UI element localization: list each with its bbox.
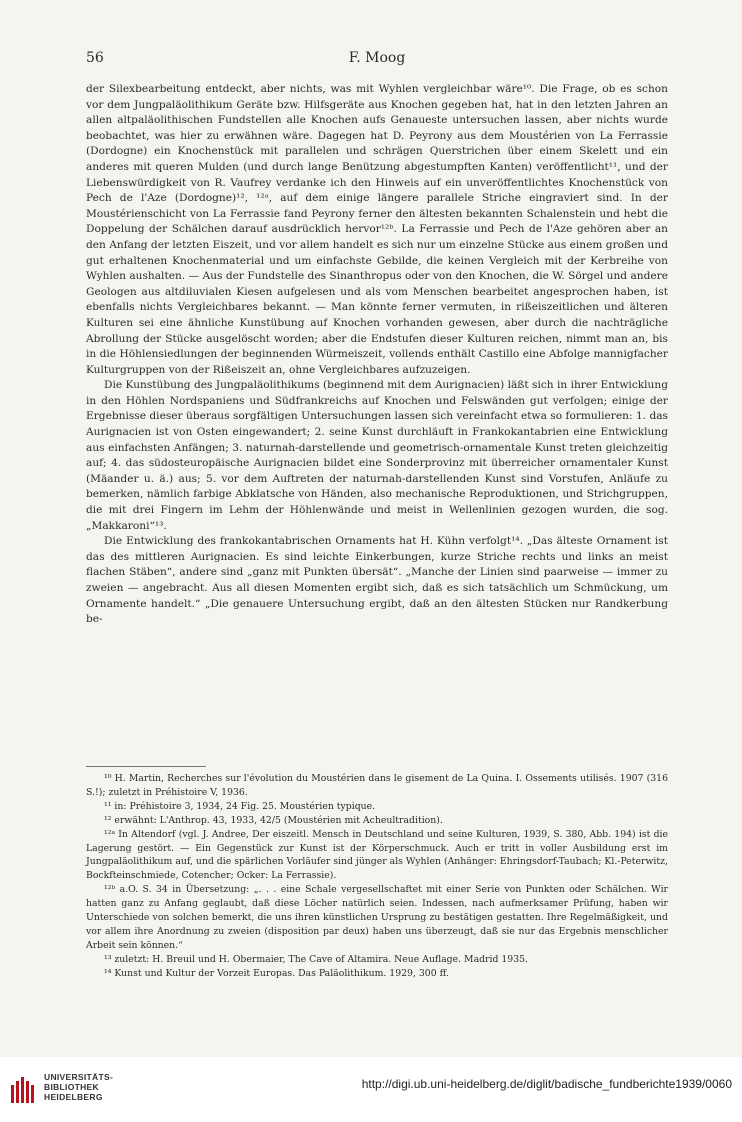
footnote-rule: [86, 766, 206, 767]
footnotes: [86, 772, 668, 981]
page-header: [86, 50, 668, 70]
main-text: [86, 82, 668, 628]
footnote: ¹⁰ H. Martin, Recherches sur l'évolution du Moustérien dans le gisement de La Quina. I. Ossements utilisés. 1907 (316 S.!); zuletzt in Préhistoire V, 1936.: [86, 773, 668, 798]
library-logo-icon: [10, 1075, 36, 1105]
library-name-line: UNIVERSITÄTS-: [44, 1072, 114, 1082]
page-url-link[interactable]: http://digi.ub.uni-heidelberg.de/diglit/badische_fundberichte1939/0060: [361, 1077, 732, 1091]
paragraph: Die Entwicklung des frankokantabrischen Ornaments hat H. Kühn verfolgt¹⁴. „Das älteste Ornament ist das des mittleren Aurignacien. Es sind leichte Einkerbungen, kurze Striche rechts und links an meist flachen Stäben“, andere sind „ganz mit Punkten übersät“. „Manche der Linien sind paarweise — immer zu zweien — angebracht. Aus all diesen Momenten ergibt sich, daß es sich tatsächlich um Schmückung, um Ornamente handelt.“ „Die genauere Untersuchung ergibt, daß an den ältesten Stücken nur Randkerbung be-: [86, 535, 668, 626]
library-name-line: HEIDELBERG: [44, 1092, 103, 1102]
library-name[interactable]: [44, 1072, 113, 1102]
footnote: ¹⁴ Kunst und Kultur der Vorzeit Europas. Das Paläolithikum. 1929, 300 ff.: [104, 967, 449, 979]
paragraph: der Silexbearbeitung entdeckt, aber nichts, was mit Wyhlen vergleichbar wäre¹⁰. Die Frage, ob es schon vor dem Jungpaläolithikum Geräte bzw. Hilfsgeräte aus Knochen gegeben hat, hat in den letzten Jahren an allen altpaläolithischen Fundstellen alle Knochen aufs Genaueste untersuchen lassen, aber nichts wurde beobachtet, was hier zu erwähnen wäre. Dagegen hat D. Peyrony aus dem Moustérien von La Ferrassie (Dordogne) ein Knochenstück mit parallelen und schrägen Querstrichen über einem Skelett und ein anderes mit queren Mulden (und durch lange Benützung abgestumpften Kanten) veröffentlicht¹¹, und der Liebenswürdigkeit von R. Vaufrey verdanke ich den Hinweis auf ein unveröffentlichtes Knochenstück von Pech de l'Aze (Dordogne)¹², ¹²ᵃ, auf dem einige längere parallele Striche eingraviert sind. In der Moustérienschicht von La Ferrassie fand Peyrony ferner den ältesten bekannten Schalenstein und hebt die Doppelung der Schälchen darauf ausdrücklich hervor¹²ᵇ. La Ferrassie und Pech de l'Aze gehören aber an den Anfang der letzten Eiszeit, und vor allem handelt es sich nur um einzelne Stücke aus einem großen und gut erhaltenen Knochenmaterial und um einfachste Gebilde, die keinen Vergleich mit der Kerbreihe von Wyhlen aushalten. — Aus der Fundstelle des Sinanthropus oder von den Knochen, die W. Sörgel und andere Geologen aus altdiluvialen Kiesen aufgelesen und als vom Menschen bearbeitet angesprochen haben, ist ebenfalls nichts Vergleichbares bekannt. — Man könnte ferner vermuten, in rißeiszeitlichen und älteren Kulturen sei eine ähnliche Kunstübung auf Knochen vorhanden gewesen, aber durch die nachträgliche Abrollung der Stücke ausgelöscht worden; aber die Endstufen dieser Kulturen reichen, nimmt man an, bis in die Höhlensiedlungen der beginnenden Würmeiszeit, vollends enthält Castillo eine Abfolge mannigfacher Kulturgruppen von der Rißeiszeit an, ohne Vergleichbares aufzuzeigen.: [86, 83, 668, 376]
footnote: ¹²ᵃ In Altendorf (vgl. J. Andree, Der eiszeitl. Mensch in Deutschland und seine Kulturen, 1939, S. 380, Abb. 194) ist die Lagerung gestört. — Ein Gegenstück zur Kunst ist der Körperschmuck. Auch er tritt in voller Ausbildung erst im Jungpaläolithikum auf, und die spärlichen Vorläufer sind jünger als Wyhlen (Anhänger: Ehringsdorf-Taubach; Kl.-Peterwitz, Bockfteinschmiede, Cotencher; Ocker: La Ferrassie).: [86, 828, 668, 882]
footnote: ¹³ zuletzt: H. Breuil und H. Obermaier, The Cave of Altamira. Neue Auflage. Madrid 1935.: [104, 953, 528, 965]
running-head: F. Moog: [348, 50, 406, 66]
viewer-footer: [0, 1057, 742, 1122]
page-number: 56: [86, 50, 104, 66]
footnote: ¹² erwähnt: L'Anthrop. 43, 1933, 42/5 (Moustérien mit Acheultradition).: [104, 814, 443, 826]
footnote: ¹²ᵇ a.O. S. 34 in Übersetzung: „. . . eine Schale vergesellschaftet mit einer Serie von Punkten oder Schälchen. Wir hatten ganz zu Anfang geglaubt, daß diese Löcher natürlich seien. Indessen, nach aufmerksamer Prüfung, haben wir Unterschiede von solchen bemerkt, die uns ihren künstlichen Ursprung zu bestätigen gestatten. Ihre Regelmäßigkeit, und vor allem ihre Anordnung zu zweien (disposition par deux) haben uns überzeugt, daß sie nur das Ergebnis menschlicher Arbeit sein können.“: [86, 884, 668, 951]
paragraph: Die Kunstübung des Jungpaläolithikums (beginnend mit dem Aurignacien) läßt sich in ihrer Entwicklung in den Höhlen Nordspaniens und Südfrankreichs auf Knochen und Felswänden gut verfolgen; einige der Ergebnisse dieser überaus sorgfältigen Untersuchungen lassen sich vereinfacht etwa so formulieren: 1. das Aurignacien ist von Osten eingewandert; 2. seine Kunst durchläuft in Frankokantabrien eine Entwicklung aus einfachsten Anfängen; 3. naturnah-darstellende und geometrisch-ornamentale Kunst treten gleichzeitig auf; 4. das südosteuropäische Aurignacien bildet eine Sonderprovinz mit überreicher ornamentaler Kunst (Mäander u. ä.) aus; 5. vor dem Auftreten der naturnah-darstellenden Kunst sind Vorstufen, Anläufe zu bemerken, nämlich farbige Abklatsche von Händen, also mechanische Reproduktionen, und Strichgruppen, die mit drei Fingern im Lehm der Höhlenwände und meist in Wellenlinien gezogen wurden, die sog. „Makkaroni“¹³.: [86, 379, 668, 532]
footnote: ¹¹ in: Préhistoire 3, 1934, 24 Fig. 25. Moustérien typique.: [104, 800, 376, 812]
library-name-line: BIBLIOTHEK: [44, 1082, 99, 1092]
